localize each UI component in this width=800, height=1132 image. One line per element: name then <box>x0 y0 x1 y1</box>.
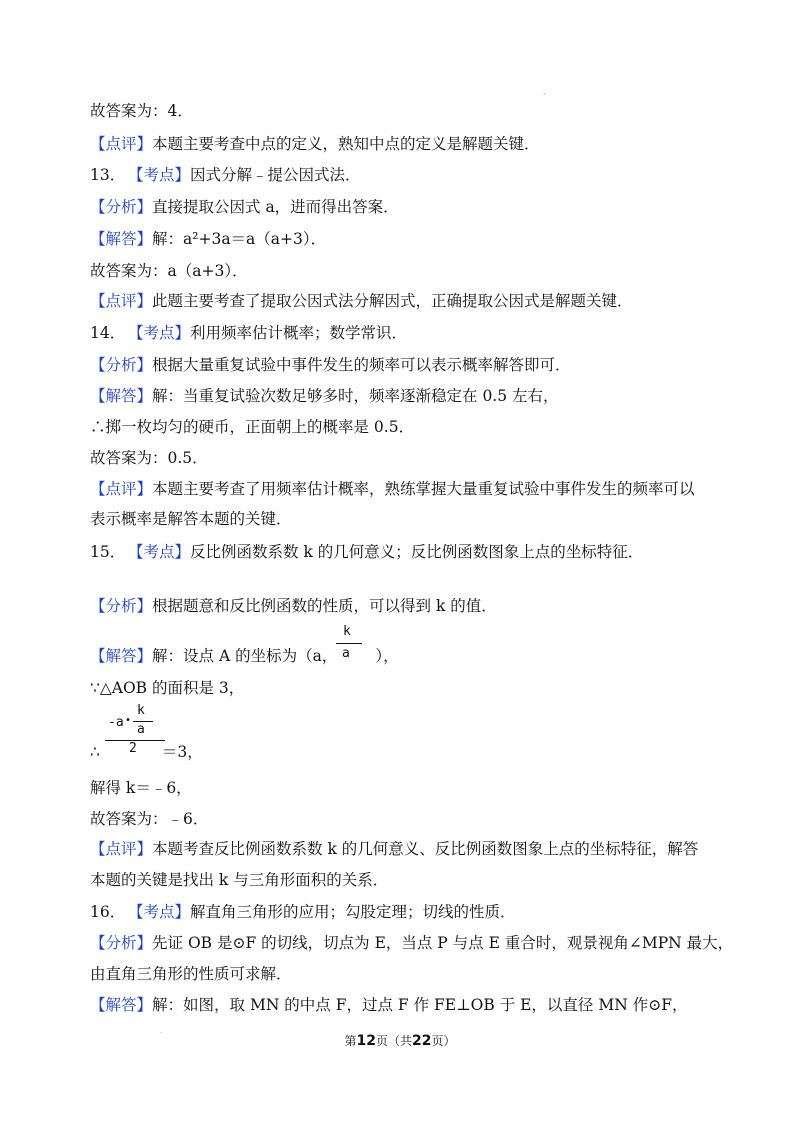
fraction-bar <box>336 643 362 644</box>
q14-comment-cont: 表示概率是解答本题的关键． <box>90 510 292 528</box>
num-neg-a: -a <box>108 715 124 730</box>
times-dot: • <box>125 715 132 726</box>
q15-equation: ∴ ＝3， <box>90 743 203 761</box>
q16-solution: 【解答】解：如图，取 MN 的中点 F，过点 F 作 FE⊥OB 于 E，以直径 MN 作⊙F， <box>90 996 688 1014</box>
q15-comment: 【点评】本题考查反比例函数系数 k 的几何意义、反比例函数图象上点的坐标特征，解答 <box>90 840 699 858</box>
q15-area: ∵△AOB 的面积是 3， <box>90 679 245 697</box>
q15-solution: 【解答】解：设点 A 的坐标为（a， ）， <box>90 647 399 665</box>
q13-answer: 故答案为：a（a+3）． <box>90 262 248 280</box>
q15-comment-cont: 本题的关键是找出 k 与三角形面积的关系． <box>90 871 389 889</box>
q15-result: 解得 k＝﹣6， <box>90 779 192 797</box>
q14-analysis: 【分析】根据大量重复试验中事件发生的频率可以表示概率解答即可． <box>90 356 571 374</box>
q15-analysis: 【分析】根据题意和反比例函数的性质，可以得到 k 的值． <box>90 597 497 615</box>
scan-dot: · <box>543 90 546 99</box>
fraction-numerator: k <box>343 624 351 639</box>
q14-answer: 故答案为：0.5． <box>90 449 208 467</box>
q15-answer: 故答案为：﹣6． <box>90 810 209 828</box>
q16-analysis-cont: 由直角三角形的性质可求解． <box>90 965 292 983</box>
num-k: k <box>137 703 145 718</box>
q14-topic: 14． 【考点】利用频率估计概率；数学常识． <box>90 324 408 342</box>
q14-step: ∴掷一枚均匀的硬币，正面朝上的概率是 0.5． <box>90 418 415 436</box>
q13-analysis: 【分析】直接提取公因式 a，进而得出答案． <box>90 198 399 216</box>
q15-topic: 15． 【考点】反比例函数系数 k 的几何意义；反比例函数图象上点的坐标特征． <box>90 543 644 561</box>
answer-line: 故答案为：4． <box>90 102 193 120</box>
footer-dot: · <box>160 1030 162 1037</box>
q14-comment: 【点评】本题主要考查了用频率估计概率，熟练掌握大量重复试验中事件发生的频率可以 <box>90 480 695 498</box>
comment-line: 【点评】本题主要考查中点的定义，熟知中点的定义是解题关键． <box>90 135 540 153</box>
fraction-denominator: a <box>342 646 350 661</box>
page-footer: 第12页（共22页） <box>344 1033 456 1049</box>
q13-solution: 【解答】解：a²+3a＝a（a+3）． <box>90 230 327 248</box>
den-2: 2 <box>129 741 137 756</box>
q13-comment: 【点评】此题主要考查了提取公因式法分解因式，正确提取公因式是解题关键． <box>90 292 633 310</box>
num-a: a <box>137 722 145 737</box>
q16-analysis: 【分析】先证 OB 是⊙F 的切线，切点为 E，当点 P 与点 E 重合时，观景视角∠MPN 最大， <box>90 934 734 952</box>
q16-topic: 16． 【考点】解直角三角形的应用；勾股定理；切线的性质． <box>90 903 516 921</box>
q14-solution: 【解答】解：当重复试验次数足够多时，频率逐渐稳定在 0.5 左右， <box>90 387 559 405</box>
q13-topic: 13． 【考点】因式分解﹣提公因式法． <box>90 166 361 184</box>
